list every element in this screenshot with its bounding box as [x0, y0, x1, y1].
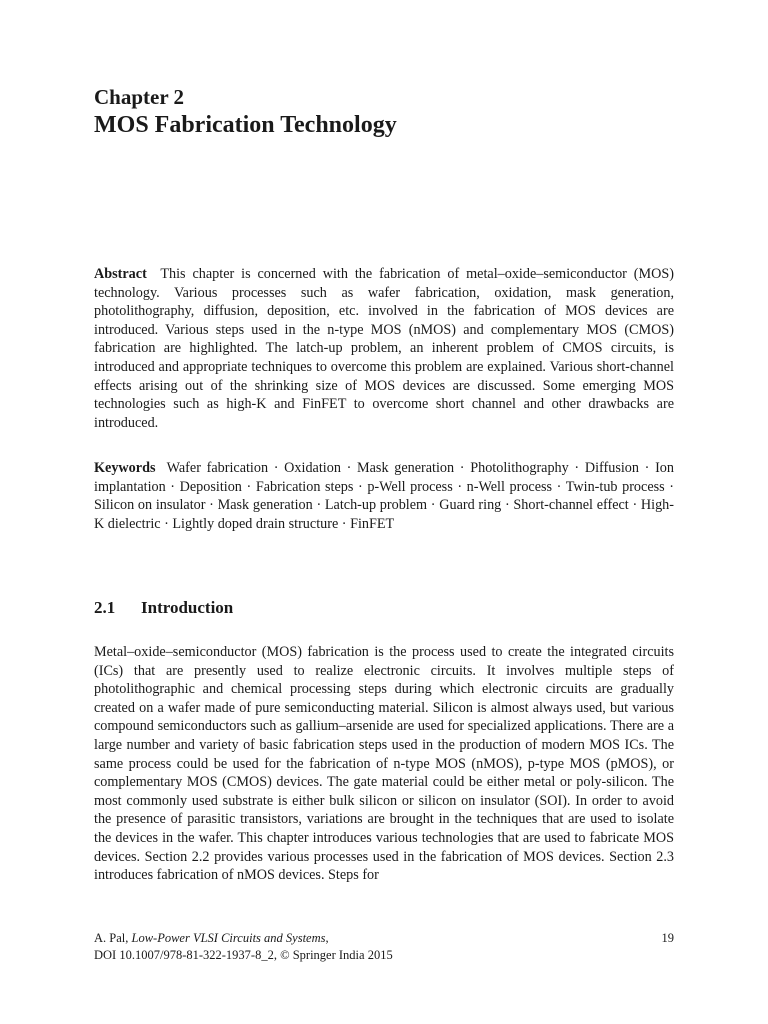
keywords-heading: Keywords [94, 460, 156, 476]
section-heading [94, 597, 233, 619]
abstract-paragraph [94, 265, 674, 432]
section-number: 2.1 [94, 598, 116, 617]
abstract-heading: Abstract [94, 266, 147, 282]
footer-author: A. Pal, [94, 931, 129, 945]
chapter-label: Chapter 2 [94, 85, 185, 109]
footer-citation-line [94, 930, 674, 947]
chapter-title: MOS Fabrication Technology [94, 112, 397, 138]
section-body: Metal–oxide–semiconductor (MOS) fabrication is the process used to create the integrated circuits (ICs) that are presently used to realize electronic circuits. It involves multiple steps of photolithographic and chemical processing steps during which electronic circuits are gradually created on a wafer made of pure semiconducting material. Silicon is almost always used, but various compound semiconductors such as gallium–arsenide are used for specialized applications. There are a large number and variety of basic fabrication steps used in the production of modern MOS ICs. The same process could be used for the fabrication of n-type MOS (nMOS), p-type MOS (pMOS), or complementary MOS (CMOS) devices. The gate material could be either metal or poly-silicon. The most commonly used substrate is either bulk silicon or silicon on insulator (SOI). In order to avoid the presence of parasitic transistors, variations are brought in the techniques that are used to isolate the devices in the wafer. This chapter introduces various technologies that are used to fabricate MOS devices. Section 2.2 provides various processes used in the fabrication of MOS devices. Section 2.3 introduces fabrication of nMOS devices. Steps for [94, 644, 674, 884]
abstract-text: This chapter is concerned with the fabrication of metal–oxide–semiconductor (MOS) technology. Various processes such as wafer fabrication, oxidation, mask generation, photolithography, diffusion, deposition, etc. involved in the fabrication of MOS devices are introduced. Various steps used in the n-type MOS (nMOS) and complementary MOS (CMOS) fabrication are highlighted. The latch-up problem, an inherent problem of CMOS circuits, is introduced and appropriate techniques to overcome this problem are explained. Various short-channel effects arising out of the shrinking size of MOS devices are discussed. Some emerging MOS technologies such as high-K and FinFET to overcome short channel and other drawbacks are introduced. [94, 266, 674, 431]
document-page [94, 0, 674, 1024]
footer-doi-line [94, 947, 674, 964]
keywords-paragraph [94, 459, 674, 533]
footer-book-title-suffix: , [325, 931, 329, 945]
footer-citation [94, 930, 329, 947]
page-number: 19 [661, 931, 674, 945]
footer-doi: DOI 10.1007/978-81-322-1937-8_2, © Springer India 2015 [94, 948, 393, 962]
page-footer [94, 930, 674, 964]
keywords-text: Wafer fabrication · Oxidation · Mask generation · Photolithography · Diffusion · Ion implantation · Deposition · Fabrication steps · p-Well process · n-Well process · Twin-tub process · Silicon on insulator · Mask generation · Latch-up problem · Guard ring · Short-channel effect · High-K dielectric · Lightly doped drain structure · FinFET [94, 460, 674, 532]
footer-book-title: Low-Power VLSI Circuits and Systems [131, 931, 326, 945]
section-title: Introduction [141, 598, 234, 617]
